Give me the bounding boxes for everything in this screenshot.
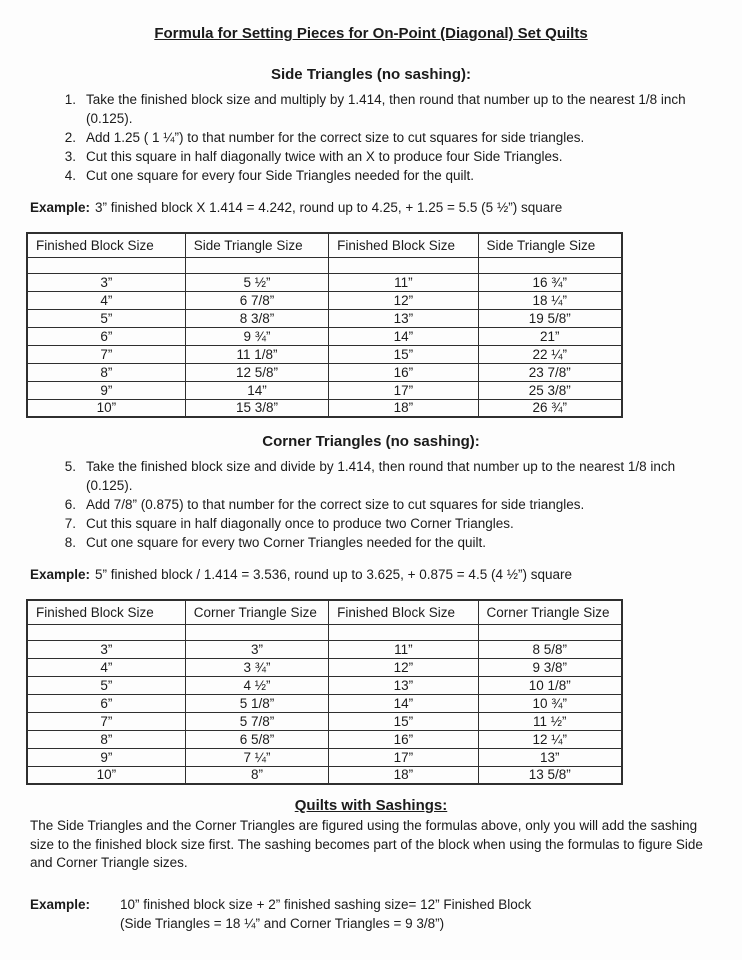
table-cell: 26 ¾” [478, 399, 622, 417]
table-cell: 18” [329, 399, 478, 417]
list-item-number: 7. [64, 516, 76, 531]
side-triangles-steps [54, 90, 712, 185]
table-cell: 3” [27, 273, 185, 291]
list-item-text: Cut one square for every four Side Triangles needed for the quilt. [86, 168, 474, 183]
table-cell: 22 ¼” [478, 345, 622, 363]
table-cell: 11” [329, 273, 478, 291]
table-cell: 11” [329, 640, 478, 658]
table-cell: 8” [185, 766, 328, 784]
table-cell: 12” [329, 291, 478, 309]
table-cell: 12 5/8” [185, 363, 328, 381]
table-cell: 15” [329, 345, 478, 363]
table-row [27, 730, 622, 748]
table-row [27, 748, 622, 766]
corner-triangles-steps [54, 457, 712, 552]
table-cell: 16” [329, 363, 478, 381]
table-row [27, 273, 622, 291]
column-header: Side Triangle Size [478, 233, 622, 257]
list-item-number: 3. [64, 149, 76, 164]
table-cell: 9” [27, 381, 185, 399]
empty-cell [27, 257, 185, 273]
side-triangle-size-table [26, 232, 623, 418]
table-header-row [27, 600, 622, 624]
example-label: Example: [30, 567, 91, 582]
list-item-number: 1. [64, 92, 76, 107]
table-cell: 8 5/8” [478, 640, 622, 658]
table-cell: 6” [27, 694, 185, 712]
empty-cell [329, 624, 478, 640]
list-item-number: 6. [64, 497, 76, 512]
sashing-heading: Quilts with Sashings: [294, 797, 448, 814]
table-row [27, 291, 622, 309]
table-row [27, 309, 622, 327]
table-cell: 6 7/8” [185, 291, 328, 309]
empty-cell [185, 624, 328, 640]
table-cell: 14” [329, 327, 478, 345]
table-cell: 5 ½” [185, 273, 328, 291]
table-cell: 3” [27, 640, 185, 658]
table-cell: 17” [329, 381, 478, 399]
table-cell: 21” [478, 327, 622, 345]
list-item-number: 5. [64, 459, 76, 474]
table-cell: 9 ¾” [185, 327, 328, 345]
table-cell: 8” [27, 730, 185, 748]
table-cell: 7 ¼” [185, 748, 328, 766]
example-line-2: (Side Triangles = 18 ¼” and Corner Triangles = 9 3/8”) [120, 915, 445, 931]
table-cell: 8 3/8” [185, 309, 328, 327]
sashing-paragraph: The Side Triangles and the Corner Triangles are figured using the formulas above, only you will add the sashing size to the finished block size first. The sashing becomes part of the block when using the formulas to figure Side and Corner Triangle sizes. [30, 818, 703, 870]
empty-cell [185, 257, 328, 273]
list-item [54, 147, 712, 166]
list-item [54, 495, 712, 514]
sashing-example [30, 895, 712, 933]
table-row [27, 363, 622, 381]
column-header: Finished Block Size [27, 233, 185, 257]
list-item [54, 128, 712, 147]
example-text [120, 895, 531, 933]
table-cell: 6” [27, 327, 185, 345]
document-title: Formula for Setting Pieces for On-Point (Diagonal) Set Quilts [154, 25, 588, 42]
table-header-row [27, 233, 622, 257]
list-item-text: Take the finished block size and divide by 1.414, then round that number up to the nearest 1/8 inch (0.125). [86, 459, 676, 493]
example-text: 5” finished block / 1.414 = 3.536, round up to 3.625, + 0.875 = 4.5 (4 ½”) square [95, 567, 572, 582]
table-cell: 4” [27, 291, 185, 309]
table-cell: 10 1/8” [478, 676, 622, 694]
table-cell: 14” [329, 694, 478, 712]
side-triangles-heading: Side Triangles (no sashing): [270, 66, 472, 83]
table-cell: 13” [329, 309, 478, 327]
side-example [30, 198, 712, 217]
list-item-number: 2. [64, 130, 76, 145]
table-cell: 10” [27, 399, 185, 417]
table-cell: 25 3/8” [478, 381, 622, 399]
table-row [27, 694, 622, 712]
list-item-text: Cut this square in half diagonally twice with an X to produce four Side Triangles. [86, 149, 563, 164]
table-row [27, 658, 622, 676]
list-item [54, 457, 712, 495]
list-item-text: Cut this square in half diagonally once to produce two Corner Triangles. [86, 516, 514, 531]
table-cell: 23 7/8” [478, 363, 622, 381]
table-cell: 7” [27, 712, 185, 730]
empty-cell [478, 624, 622, 640]
table-cell: 5” [27, 309, 185, 327]
list-item-number: 8. [64, 535, 76, 550]
table-cell: 12 ¼” [478, 730, 622, 748]
table-cell: 9” [27, 748, 185, 766]
table-row [27, 712, 622, 730]
column-header: Corner Triangle Size [185, 600, 328, 624]
table-cell: 7” [27, 345, 185, 363]
table-row [27, 345, 622, 363]
column-header: Side Triangle Size [185, 233, 328, 257]
table-cell: 13” [478, 748, 622, 766]
table-cell: 18 ¼” [478, 291, 622, 309]
table-cell: 18” [329, 766, 478, 784]
table-cell: 11 1/8” [185, 345, 328, 363]
table-cell: 19 5/8” [478, 309, 622, 327]
column-header: Corner Triangle Size [478, 600, 622, 624]
table-cell: 12” [329, 658, 478, 676]
table-cell: 3” [185, 640, 328, 658]
table-cell: 8” [27, 363, 185, 381]
table-cell: 9 3/8” [478, 658, 622, 676]
table-cell: 3 ¾” [185, 658, 328, 676]
list-item-text: Add 7/8” (0.875) to that number for the correct size to cut squares for side triangles. [86, 497, 585, 512]
table-row [27, 676, 622, 694]
list-item [54, 514, 712, 533]
table-cell: 6 5/8” [185, 730, 328, 748]
list-item [54, 90, 712, 128]
corner-triangles-heading: Corner Triangles (no sashing): [262, 433, 480, 450]
column-header: Finished Block Size [329, 233, 478, 257]
table-row [27, 640, 622, 658]
table-row [27, 327, 622, 345]
table-cell: 4” [27, 658, 185, 676]
empty-cell [329, 257, 478, 273]
list-item-text: Add 1.25 ( 1 ¼”) to that number for the correct size to cut squares for side triangles. [86, 130, 585, 145]
corner-example [30, 565, 712, 584]
table-cell: 16 ¾” [478, 273, 622, 291]
table-cell: 16” [329, 730, 478, 748]
list-item-number: 4. [64, 168, 76, 183]
example-label: Example: [30, 200, 91, 215]
table-cell: 10 ¾” [478, 694, 622, 712]
list-item [54, 166, 712, 185]
table-cell: 17” [329, 748, 478, 766]
table-cell: 13” [329, 676, 478, 694]
table-cell: 5 7/8” [185, 712, 328, 730]
example-line-1: 10” finished block size + 2” finished sashing size= 12” Finished Block [120, 896, 532, 912]
spacer-row [27, 624, 622, 640]
table-cell: 5 1/8” [185, 694, 328, 712]
empty-cell [27, 624, 185, 640]
column-header: Finished Block Size [329, 600, 478, 624]
spacer-row [27, 257, 622, 273]
table-cell: 15” [329, 712, 478, 730]
table-cell: 15 3/8” [185, 399, 328, 417]
table-row [27, 766, 622, 784]
table-row [27, 399, 622, 417]
empty-cell [478, 257, 622, 273]
corner-triangle-size-table [26, 599, 623, 785]
example-text: 3” finished block X 1.414 = 4.242, round up to 4.25, + 1.25 = 5.5 (5 ½”) square [95, 200, 563, 215]
table-cell: 5” [27, 676, 185, 694]
table-cell: 10” [27, 766, 185, 784]
table-row [27, 381, 622, 399]
list-item [54, 533, 712, 552]
table-cell: 11 ½” [478, 712, 622, 730]
column-header: Finished Block Size [27, 600, 185, 624]
table-cell: 13 5/8” [478, 766, 622, 784]
list-item-text: Take the finished block size and multiply by 1.414, then round that number up to the nearest 1/8 inch (0.125). [86, 92, 686, 126]
example-label: Example: [30, 896, 91, 912]
table-cell: 14” [185, 381, 328, 399]
table-cell: 4 ½” [185, 676, 328, 694]
list-item-text: Cut one square for every two Corner Triangles needed for the quilt. [86, 535, 486, 550]
